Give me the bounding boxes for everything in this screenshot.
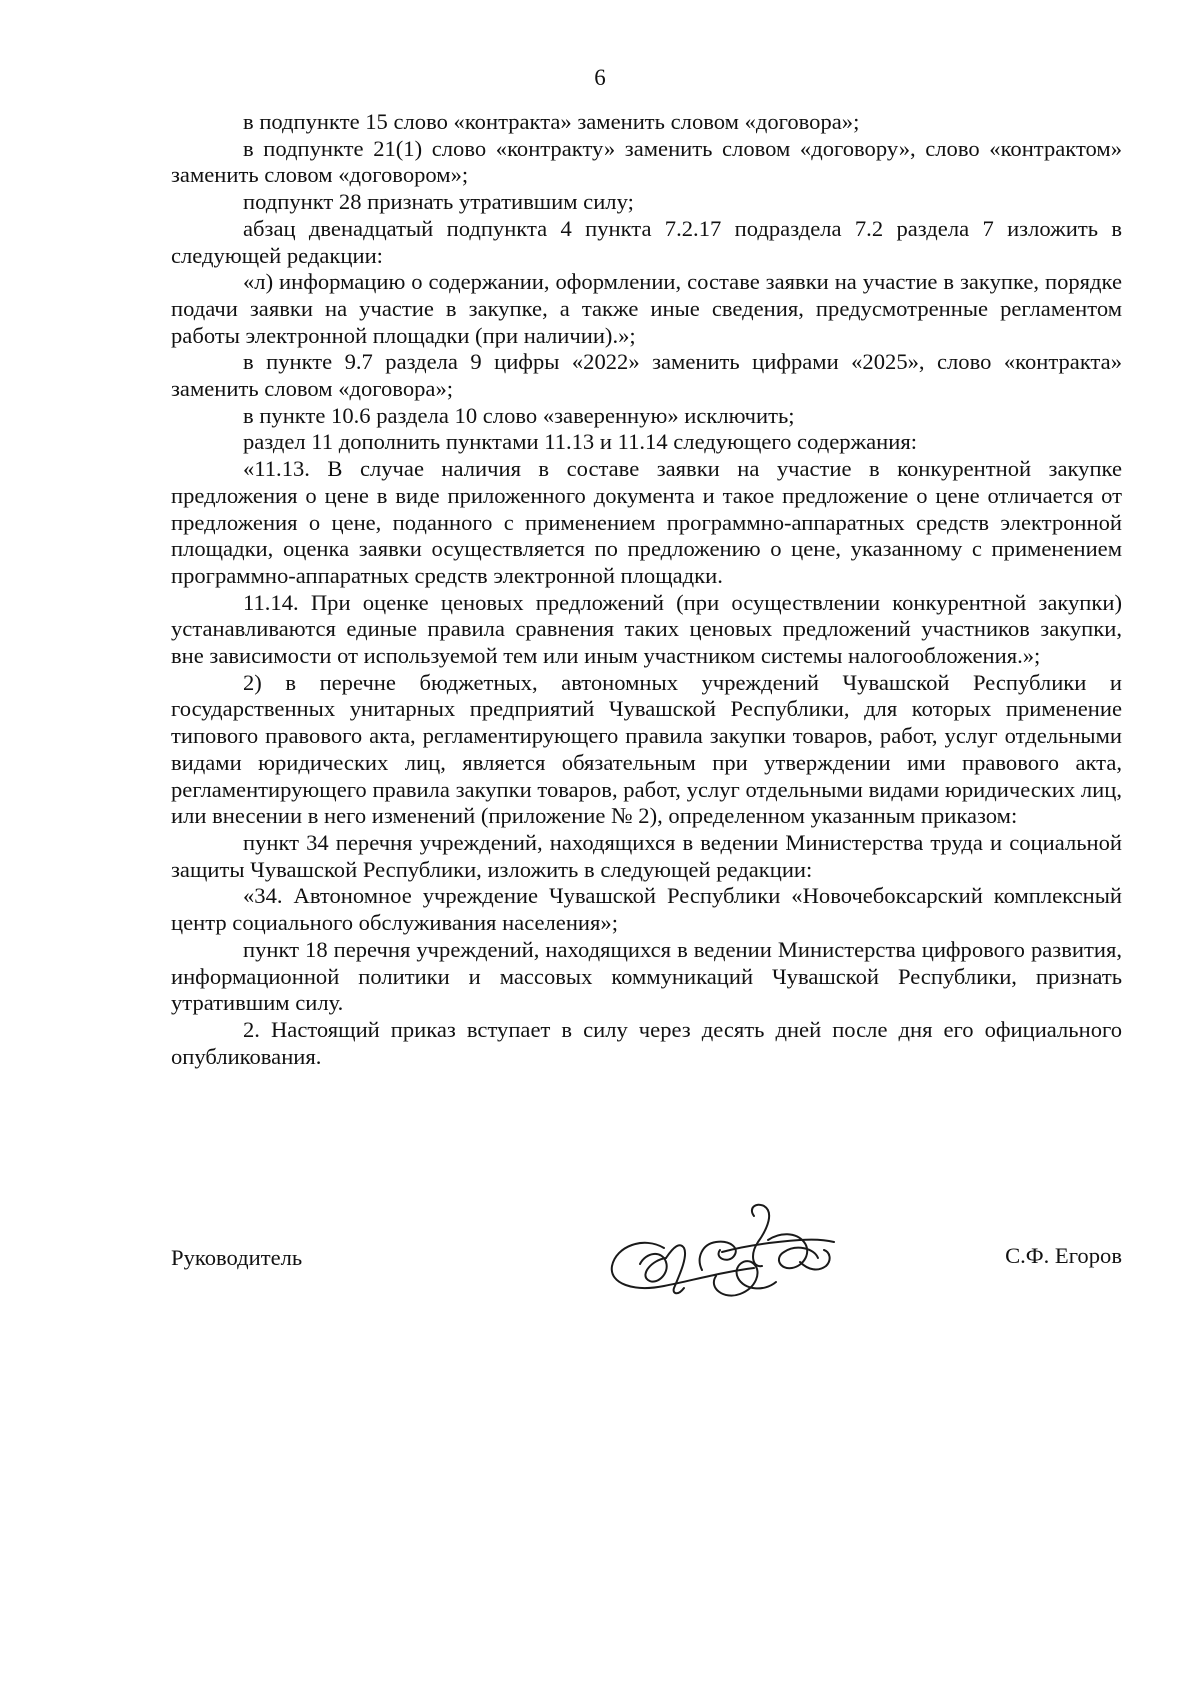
paragraph: 2. Настоящий приказ вступает в силу через десять дней после дня его официального опубликования.: [171, 1016, 1122, 1069]
paragraph: в подпункте 15 слово «контракта» заменить словом «договора»;: [243, 109, 860, 134]
paragraph: раздел 11 дополнить пунктами 11.13 и 11.14 следующего содержания:: [243, 429, 918, 455]
paragraph: в пункте 9.7 раздела 9 цифры «2022» заменить цифрами «2025», слово «контракта» заменить словом «договора»;: [171, 349, 1122, 402]
handwritten-signature-icon: [604, 1196, 840, 1306]
paragraph: абзац двенадцатый подпункта 4 пункта 7.2.17 подраздела 7.2 раздела 7 изложить в следующей редакции:: [171, 215, 1122, 268]
paragraph: пункт 34 перечня учреждений, находящихся в ведении Министерства труда и социальной защиты Чувашской Республики, изложить в следующей редакции:: [171, 829, 1122, 882]
paragraph: «34. Автономное учреждение Чувашской Республики «Новочебоксарский комплексный центр социального обслуживания населения»;: [171, 883, 1122, 936]
signer-position: Руководитель: [171, 1245, 303, 1270]
paragraph: пункт 18 перечня учреждений, находящихся в ведении Министерства цифрового развития, информационной политики и массовых коммуникаций Чувашской Республики, признать утратившим силу.: [171, 936, 1122, 1016]
paragraph: в пункте 10.6 раздела 10 слово «заверенную» исключить;: [243, 402, 795, 428]
signature-block: [171, 1196, 1122, 1306]
paragraph: «л) информацию о содержании, оформлении, составе заявки на участие в закупке, порядке подачи заявки на участие в закупке, а также иные сведения, предусмотренные регламентом работы электронной площадки (при наличии).»;: [171, 269, 1122, 348]
paragraph: подпункт 28 признать утратившим силу;: [243, 189, 634, 215]
paragraph: в подпункте 21(1) слово «контракту» заменить словом «договору», слово «контрактом» заменить словом «договором»;: [171, 135, 1122, 188]
document-body: [171, 109, 1122, 1070]
signer-name: С.Ф. Егоров: [1005, 1243, 1122, 1268]
paragraph: 11.14. При оценке ценовых предложений (при осуществлении конкурентной закупки) устанавливаются единые правила сравнения таких ценовых предложений участников закупки, вне зависимости от используемой тем или иным участником системы налогообложения.»;: [171, 589, 1122, 669]
page-number: 6: [594, 65, 606, 90]
paragraph: «11.13. В случае наличия в составе заявки на участие в конкурентной закупке предложения о цене в виде приложенного документа и такое предложение о цене отличается от предложения о цене, поданного с применением программно-аппаратных средств электронной площадки, оценка заявки осуществляется по предложению о цене, указанному с применением программно-аппаратных средств электронной площадки.: [171, 456, 1122, 588]
paragraph: 2) в перечне бюджетных, автономных учреждений Чувашской Республики и государственных унитарных предприятий Чувашской Республики, для которых применение типового правового акта, регламентирующего правила закупки товаров, работ, услуг отдельными видами юридических лиц, является обязательным при утверждении ими правового акта, регламентирующего правила закупки товаров, работ, услуг отдельными видами юридических лиц, или внесении в него изменений (приложение № 2), определенном указанным приказом:: [171, 669, 1122, 829]
